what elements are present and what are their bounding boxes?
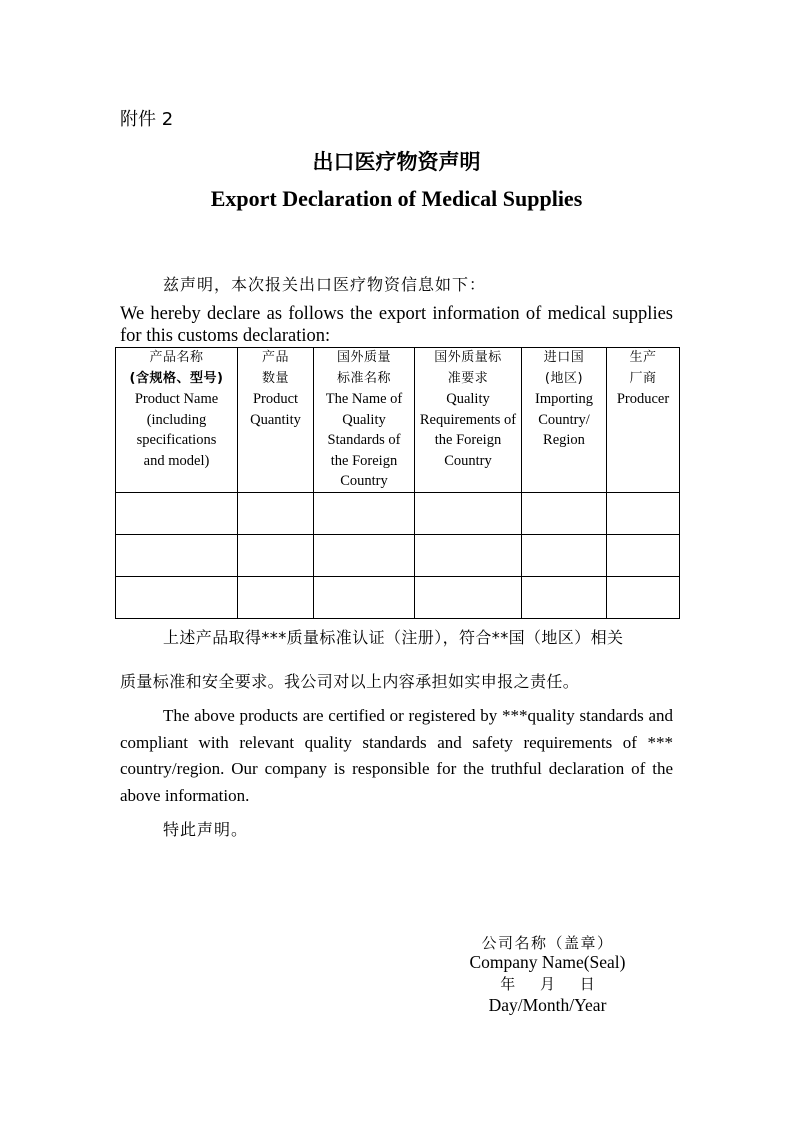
table-cell[interactable] — [522, 576, 607, 618]
table-cell[interactable] — [238, 492, 314, 534]
table-cell[interactable] — [607, 534, 680, 576]
table-cell[interactable] — [238, 576, 314, 618]
table-cell[interactable] — [238, 534, 314, 576]
table-row — [116, 534, 680, 576]
company-name-chinese: 公司名称（盖章） — [481, 934, 614, 952]
date-english: Day/Month/Year — [488, 995, 607, 1015]
header-quality-requirements: 国外质量标 准要求 Quality Requirements of the Foreign Country — [415, 348, 522, 493]
table-cell[interactable] — [314, 534, 415, 576]
header-producer: 生产 厂商 Producer — [607, 348, 680, 493]
declaration-chinese-line-2: 质量标准和安全要求。我公司对以上内容承担如实申报之责任。 — [120, 672, 580, 691]
company-name-english: Company Name(Seal) — [469, 952, 626, 972]
table-row — [116, 576, 680, 618]
intro-english: We hereby declare as follows the export information of medical supplies for this customs declaration: — [120, 304, 673, 346]
table-cell[interactable] — [116, 534, 238, 576]
header-product-name: 产品名称 (含规格、型号) Product Name (including specifications and model) — [116, 348, 238, 493]
table-cell[interactable] — [116, 492, 238, 534]
header-product-quantity: 产品 数量 Product Quantity — [238, 348, 314, 493]
table-cell[interactable] — [415, 576, 522, 618]
table-cell[interactable] — [522, 534, 607, 576]
table-cell[interactable] — [314, 492, 415, 534]
date-chinese: 年 月 日 — [500, 975, 595, 993]
supplies-table — [115, 347, 680, 619]
table-header-row — [116, 348, 680, 493]
table-cell[interactable] — [415, 534, 522, 576]
title-chinese: 出口医疗物资声明 — [312, 150, 481, 174]
title-english: Export Declaration of Medical Supplies — [210, 186, 583, 211]
header-standards-name: 国外质量 标准名称 The Name of Quality Standards of the Foreign Country — [314, 348, 415, 493]
intro-chinese: 兹声明，本次报关出口医疗物资信息如下： — [163, 275, 487, 294]
header-importing-country: 进口国 (地区) Importing Country/ Region — [522, 348, 607, 493]
attachment-label: 附件 2 — [120, 109, 174, 130]
declaration-english: The above products are certified or registered by ***quality standards and compliant with relevant quality standards and safety requirements of *** country/region. Our company is responsible for the truthful declaration of the above information. — [120, 706, 673, 805]
table-cell[interactable] — [607, 576, 680, 618]
hereby-declared: 特此声明。 — [163, 820, 249, 839]
table-row — [116, 492, 680, 534]
table-cell[interactable] — [116, 576, 238, 618]
table-cell[interactable] — [314, 576, 415, 618]
table-cell[interactable] — [607, 492, 680, 534]
declaration-chinese-line-1: 上述产品取得***质量标准认证（注册），符合**国（地区）相关 — [163, 628, 624, 647]
table-cell[interactable] — [522, 492, 607, 534]
table-cell[interactable] — [415, 492, 522, 534]
